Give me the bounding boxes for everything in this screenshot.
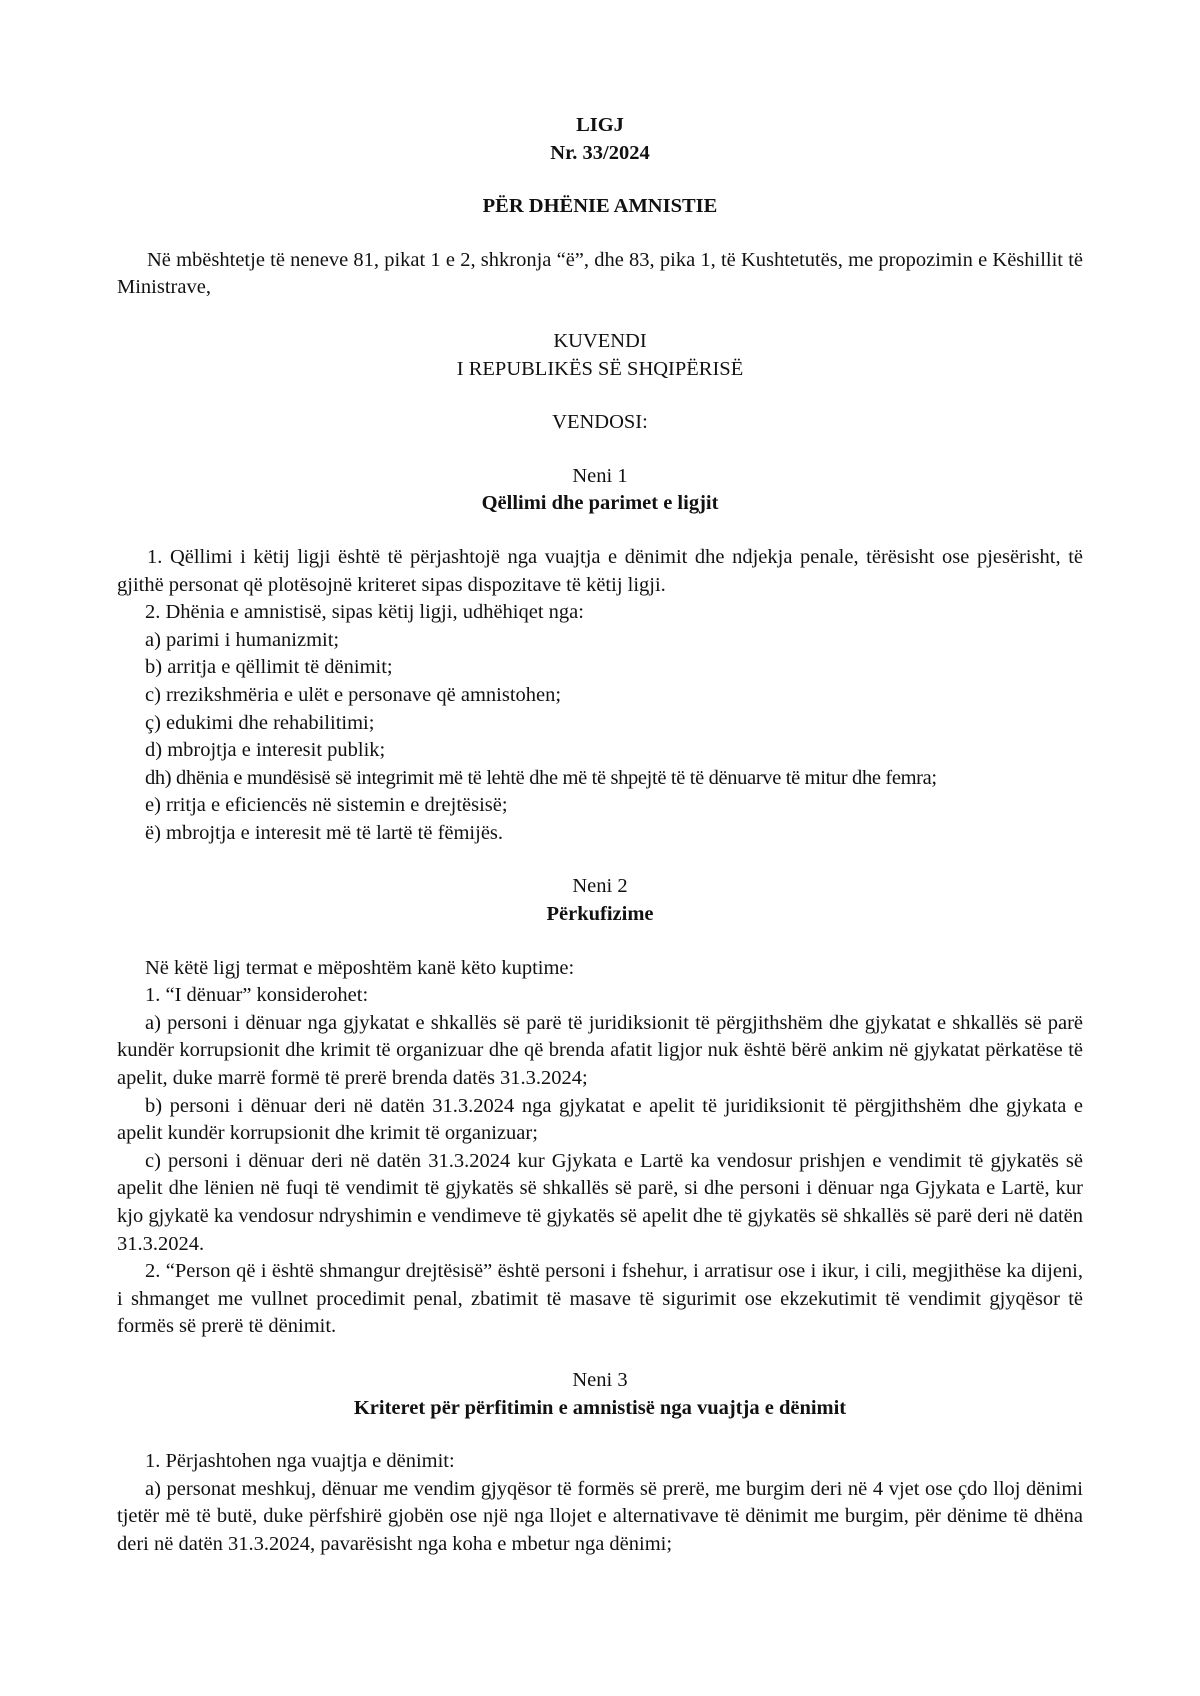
article-3-title: Kriteret për përfitimin e amnistisë nga vuajtja e dënimit (353, 1396, 847, 1419)
document-page (117, 112, 1083, 1559)
article-3-number: Neni 3 (572, 1368, 628, 1391)
definition-item: a) personi i dënuar nga gjykatat e shkallës së parë të juridiksionit të përgjithshëm dhe gjykatat e shkallës së parë kundër korrupsionit dhe krimit të organizuar dhe që brenda afatit ligjor nuk është bërë ankim në gjykatat përkatëse të apelit, duke marrë formë të prerë brenda datës 31.3.2024; (117, 1011, 1083, 1090)
assembly-line-2: I REPUBLIKËS SË SHQIPËRISË (456, 357, 744, 380)
list-item: e) rritja e eficiencës në sistemin e drejtësisë; (145, 794, 508, 817)
law-title: LIGJ (576, 114, 624, 136)
list-item: a) parimi i humanizmit; (145, 628, 340, 651)
assembly-line-1: KUVENDI (553, 329, 647, 352)
list-item: d) mbrojtja e interesit publik; (145, 739, 386, 762)
law-subject: PËR DHËNIE AMNISTIE (482, 195, 718, 218)
list-item: ç) edukimi dhe rehabilitimi; (145, 711, 375, 734)
definition-item: c) personi i dënuar deri në datën 31.3.2024 kur Gjykata e Lartë ka vendosur prishjen e vendimit të gjykatës së apelit dhe lënien në fuqi të vendimit të gjykatës së shkallës së parë, si dhe personi i dënuar nga Gjykata e Lartë, kur kjo gjykatë ka vendosur ndryshimin e vendimeve të gjykatës së apelit dhe të gjykatës së shkallës së parë deri në datën 31.3.2024. (117, 1149, 1083, 1255)
definition-item: b) personi i dënuar deri në datën 31.3.2024 nga gjykatat e apelit të juridiksionit të përgjithshëm dhe gjykata e apelit kundër korrupsionit dhe krimit të organizuar; (117, 1094, 1083, 1145)
decides-heading: VENDOSI: (552, 411, 648, 434)
article-3-paragraph-1: 1. Përjashtohen nga vuajtja e dënimit: (145, 1450, 455, 1473)
list-item: c) rrezikshmëria e ulët e personave që amnistohen; (145, 683, 562, 706)
article-1-paragraph-1: 1. Qëllimi i këtij ligji është të përjashtojë nga vuajtja e dënimit dhe ndjekja penale, tërësisht ose pjesërisht, të gjithë personat që plotësojnë kriteret sipas dispozitave të këtij ligji. (117, 545, 1083, 596)
article-2-number: Neni 2 (572, 875, 628, 898)
article-1-title: Qëllimi dhe parimet e ligjit (481, 492, 719, 515)
article-3-item-a: a) personat meshkuj, dënuar me vendim gjyqësor të formës së prerë, me burgim deri në 4 vjet ose çdo lloj dënimi tjetër më të butë, duke përfshirë gjobën ose një nga llojet e alternativave të dënimit me burgim, për dënime të dhëna deri në datën 31.3.2024, pavarësisht nga koha e mbetur nga dënimi; (117, 1477, 1083, 1555)
definition-2: 2. “Person që i është shmangur drejtësisë” është personi i fshehur, i arratisur ose i ikur, i cili, megjithëse ka dijeni, i shmanget me vullnet procedimit penal, zbatimit të masave të sigurimit ose ekzekutimit të vendimit gjyqësor të formës së prerë të dënimit. (117, 1260, 1083, 1338)
article-2-intro: Në këtë ligj termat e mëposhtëm kanë këto kuptime: (145, 956, 575, 979)
definition-1: 1. “I dënuar” konsiderohet: (145, 984, 369, 1007)
article-1-paragraph-2: 2. Dhënia e amnistisë, sipas këtij ligji, udhëhiqet nga: (145, 601, 584, 624)
list-item: b) arritja e qëllimit të dënimit; (145, 656, 393, 679)
list-item: ë) mbrojtja e interesit më të lartë të fëmijës. (145, 821, 504, 844)
article-1-number: Neni 1 (572, 464, 628, 487)
list-item: dh) dhënia e mundësisë së integrimit më të lehtë dhe më të shpejtë të të dënuarve të mitur dhe femra; (145, 766, 937, 789)
article-2-title: Përkufizime (546, 903, 654, 926)
preamble: Në mbështetje të neneve 81, pikat 1 e 2, shkronja “ë”, dhe 83, pika 1, të Kushtetutës, me propozimin e Këshillit të Ministrave, (117, 248, 1083, 299)
law-number: Nr. 33/2024 (550, 141, 650, 164)
